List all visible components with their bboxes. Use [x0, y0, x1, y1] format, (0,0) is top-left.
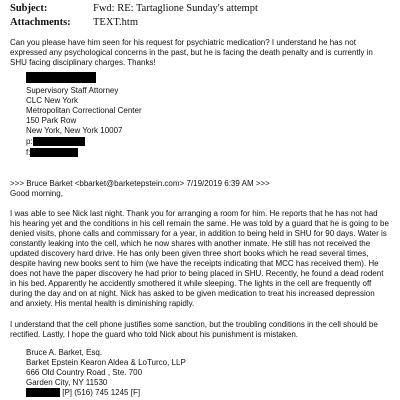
sender-firm: Barket Epstein Kearon Aldea & LoTurco, LLP: [26, 358, 186, 367]
signature-org: CLC New York: [26, 96, 79, 105]
signature-phone-line: [26, 137, 85, 147]
attachments-label: Attachments:: [10, 17, 71, 28]
body-paragraph-1: I was able to see Nick last night. Thank you for arranging a room for him. He reports that he has not had his hearing yet and the conditions in his cell remain the same. He was told by a guard that he is going to be denied visits, phone calls and commissary for a year, in addition to being held in SHU for 90 days. Water is constantly leaking into the cell, which he now shares with another inmate. He still has not received the updated discovery hard drive. He has only been given three short books which he read several times, despite having new books sent to him (we have the receipts indicating that MCC has received them). He does not have the paper discovery he had prior to being placed in SHU. Recently, he found a dead rodent in his bed. Apparently he accidently smothered it while sleeping. The lights in the cell are frequently off during the day and on at night. Nick has asked to be given medication to treat his increased depression and anxiety. His mental health is diminishing rapidly.: [10, 209, 389, 308]
body-paragraph-2: I understand that the cell phone justifies some sanction, but the troubling conditions in the cell should be rectified. Lastly, I hope the guard who told Nick about his punishment is mistaken.: [10, 320, 378, 339]
sender-street: 666 Old Country Road , Ste. 700: [26, 368, 143, 377]
attachment-link[interactable]: TEXT.htm: [93, 17, 139, 28]
subject-value: Fwd: RE: Tartaglione Sunday's attempt: [93, 3, 258, 14]
forward-header: [10, 179, 270, 189]
signature-city: New York, New York 10007: [26, 126, 123, 135]
forward-header-text: >>> Bruce Barket <bbarket@barketepstein.com> 7/19/2019 6:39 AM >>>: [10, 179, 270, 188]
phone-prefix: p:: [26, 137, 33, 146]
sender-name: Bruce A. Barket, Esq.: [26, 348, 103, 357]
request-paragraph: Can you please have him seen for his request for psychiatric medication? I understand he has not expressed any psychological concerns in the past, but he is facing the death penalty and is currently in SHU facing disciplinary charges. Thanks!: [10, 38, 373, 67]
signature-fax-line: [26, 148, 78, 158]
subject-label: Subject:: [10, 3, 48, 14]
redaction-block: [30, 148, 78, 157]
fax-prefix: f:: [26, 148, 31, 157]
signature-street: 150 Park Row: [26, 116, 77, 125]
sender-contact-line: [26, 388, 140, 398]
redaction-block: [26, 72, 96, 83]
sender-city: Garden City, NY 11530: [26, 378, 108, 387]
signature-facility: Metropolitan Correctional Center: [26, 106, 142, 115]
greeting: Good morning,: [10, 189, 63, 198]
sender-phone-fax: [P] (516) 745 1245 [F]: [62, 388, 141, 397]
redaction-block: [33, 137, 85, 146]
signature-title: Supervisory Staff Attorney: [26, 86, 119, 95]
redaction-block: [26, 388, 60, 397]
